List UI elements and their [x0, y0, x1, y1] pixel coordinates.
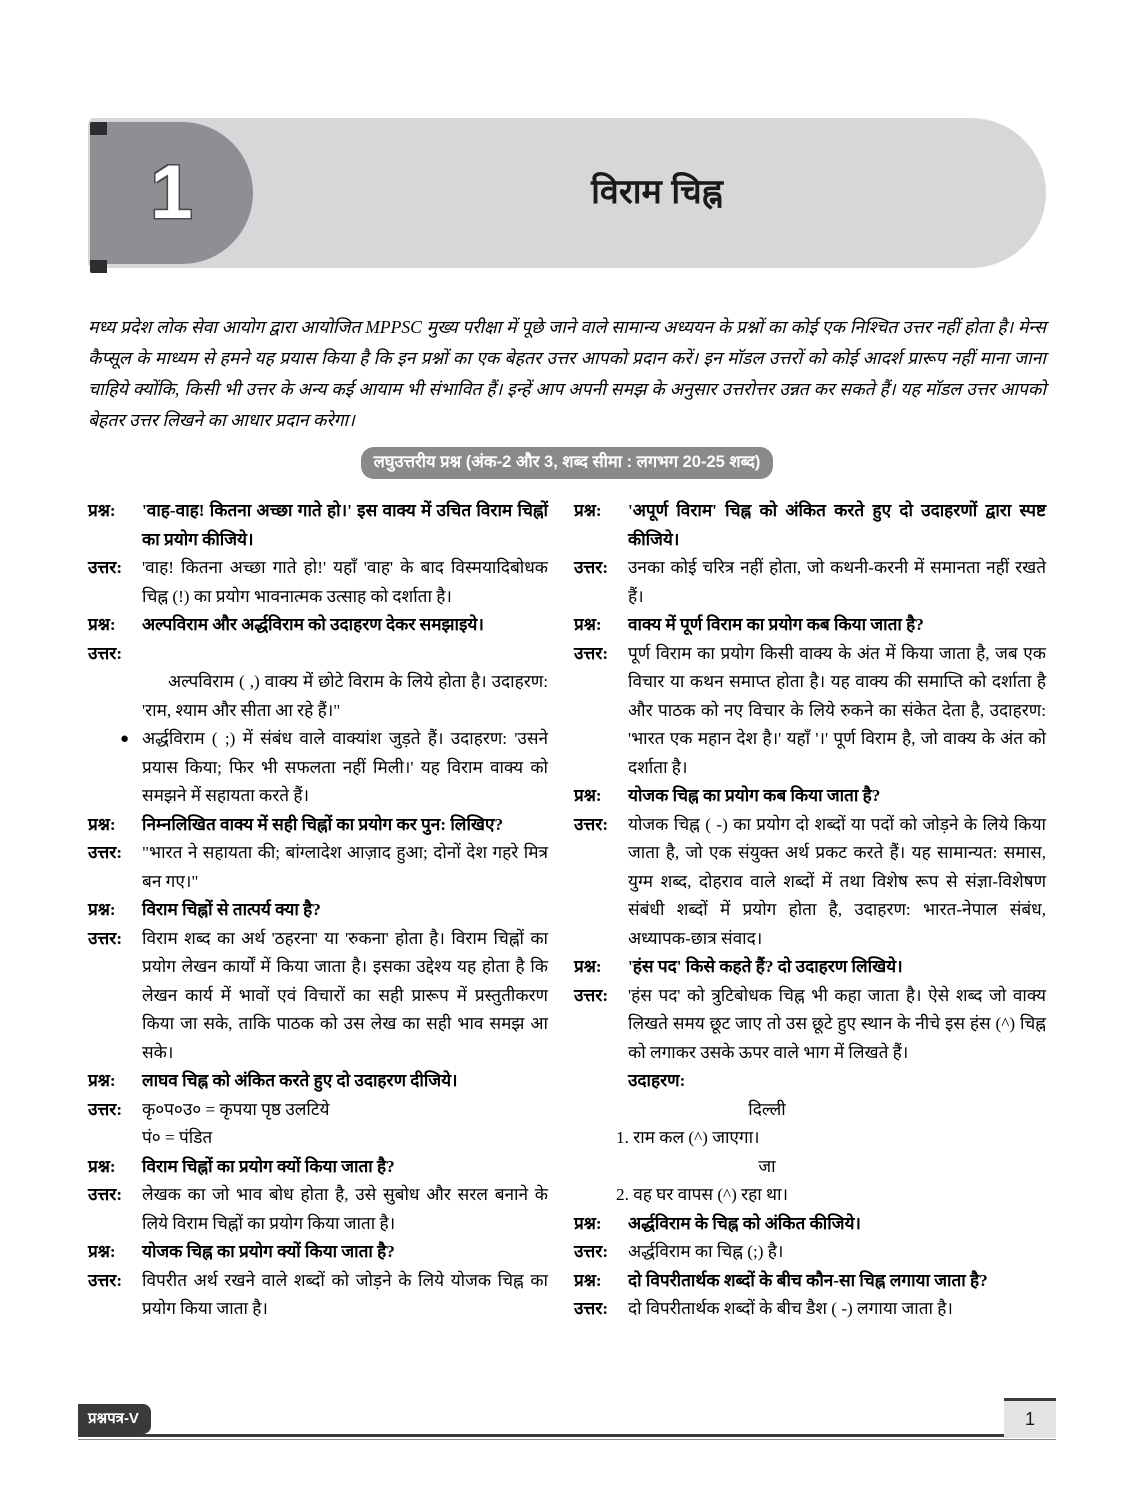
question-line — [88, 497, 548, 554]
list-item-text: अर्द्धविराम ( ;) में संबंध वाले वाक्यांश जुड़ते हैं। उदाहरण: 'उसने प्रयास किया; फिर भी सफलता नहीं मिली।' यह विराम वाक्य को समझने में सहायता करते हैं। — [142, 729, 548, 805]
question-line — [574, 1210, 1046, 1239]
answer-text: उनका कोई चरित्र नहीं होता, जो कथनी-करनी में समानता नहीं रखते हैं। — [628, 558, 1046, 606]
qa-block — [88, 1067, 548, 1153]
answer-text: 'वाह! कितना अच्छा गाते हो!' यहाँ 'वाह' के बाद विस्मयादिबोधक चिह्न (!) का प्रयोग भावनात्मक उत्साह को दर्शाता है। — [142, 558, 548, 606]
question-text: योजक चिह्न का प्रयोग क्यों किया जाता है? — [142, 1242, 395, 1261]
question-text: विराम चिह्नों से तात्पर्य क्या है? — [142, 900, 321, 919]
question-line — [574, 497, 1046, 554]
badge-tab-top-icon — [90, 122, 107, 135]
section-banner — [88, 447, 1046, 479]
example-heading: उदाहरण: — [628, 1071, 686, 1090]
qa-block — [574, 1210, 1046, 1267]
question-text: 'वाह-वाह! कितना अच्छा गाते हो।' इस वाक्य में उचित विराम चिह्नों का प्रयोग कीजिये। — [142, 501, 548, 549]
right-column — [574, 497, 1046, 1324]
question-label: प्रश्न: — [574, 615, 602, 634]
question-text: वाक्य में पूर्ण विराम का प्रयोग कब किया जाता है? — [628, 615, 924, 634]
qa-block — [574, 953, 1046, 1210]
answer-text: विपरीत अर्थ रखने वाले शब्दों को जोड़ने के लिये योजक चिह्न का प्रयोग किया जाता है। — [142, 1270, 548, 1318]
answer-line — [574, 640, 1046, 783]
qa-block — [88, 1238, 548, 1324]
page-number: 1 — [1004, 1398, 1056, 1438]
answer-text: पूर्ण विराम का प्रयोग किसी वाक्य के अंत में किया जाता है, जब एक विचार या कथन समाप्त होता है। यह वाक्य की समाप्ति को दर्शाता है और पाठक को नए विचार के लिये रुकने का संकेत देता है, उदाहरण: 'भारत एक महान देश है।' यहाँ '।' पूर्ण विराम है, जो वाक्य के अंत को दर्शाता है। — [628, 643, 1046, 777]
answer-label: उत्तर: — [88, 558, 123, 577]
qa-block — [574, 782, 1046, 953]
chapter-number-badge — [90, 122, 253, 264]
chapter-header — [88, 118, 1046, 268]
answer-label: उत्तर: — [88, 928, 123, 948]
answer-label: उत्तर: — [88, 1099, 123, 1119]
answer-label: उत्तर: — [88, 1270, 123, 1290]
answer-label: उत्तर: — [574, 1242, 609, 1261]
answer-label: उत्तर: — [574, 1299, 609, 1318]
question-line — [574, 1267, 1046, 1296]
bullet-dot-icon: ● — [120, 731, 130, 747]
qa-block — [88, 497, 548, 611]
question-text: 'अपूर्ण विराम' चिह्न को अंकित करते हुए दो उदाहरणों द्वारा स्पष्ट कीजिये। — [628, 501, 1046, 549]
answer-line — [88, 925, 548, 1068]
answer-text: "भारत ने सहायता की; बांग्लादेश आज़ाद हुआ; दोनों देश गहरे मित्र बन गए।" — [142, 843, 548, 891]
answer-line — [574, 811, 1046, 954]
question-text: योजक चिह्न का प्रयोग कब किया जाता है? — [628, 786, 881, 805]
example-sentence: 2. वह घर वापस (^) रहा था। — [616, 1185, 789, 1204]
question-label: प्रश्न: — [574, 786, 602, 805]
footer-divider-secondary — [78, 1439, 1056, 1440]
qa-block — [88, 896, 548, 1067]
qa-block — [574, 611, 1046, 782]
answer-line — [88, 554, 548, 611]
answer-paragraph: अल्पविराम ( ,) वाक्य में छोटे विराम के लिये होता है। उदाहरण: 'राम, श्याम और सीता आ रहे हैं।" — [142, 672, 548, 720]
answer-text: 'हंस पद' को त्रुटिबोधक चिह्न भी कहा जाता है। ऐसे शब्द जो वाक्य लिखते समय छूट जाए तो उस छूटे हुए स्थान के नीचे इस हंस (^) चिह्न को लगाकर उसके ऊपर वाले भाग में लिखते हैं। — [628, 985, 1046, 1062]
answer-line — [88, 1181, 548, 1238]
qa-block — [88, 1153, 548, 1239]
question-label: प्रश्न: — [88, 1156, 116, 1176]
qa-block — [574, 1267, 1046, 1324]
question-label: प्रश्न: — [574, 1213, 602, 1233]
question-line — [574, 953, 1046, 982]
answer-line — [88, 839, 548, 896]
question-text: अल्पविराम और अर्द्धविराम को उदाहरण देकर समझाइये। — [142, 615, 484, 634]
answer-line — [574, 1238, 1046, 1267]
question-label: प्रश्न: — [574, 1270, 602, 1290]
left-column — [88, 497, 548, 1324]
answer-label: उत्तर: — [88, 643, 123, 663]
answer-text: विराम शब्द का अर्थ 'ठहरना' या 'रुकना' होता है। विराम चिह्नों का प्रयोग लेखन कार्यों में किया जाता है। इसका उद्देश्य यह होता है कि लेखन कार्य में भावों एवं विचारों का सही प्रारूप में प्रस्तुतीकरण किया जा सके, ताकि पाठक को उस लेख का सही भाव समझ आ सके। — [142, 928, 548, 1062]
answer-line — [574, 982, 1046, 1068]
question-line — [574, 782, 1046, 811]
answer-text: अर्द्धविराम का चिह्न (;) है। — [628, 1242, 784, 1261]
question-text: निम्नलिखित वाक्य में सही चिह्नों का प्रयोग कर पुन: लिखिए? — [142, 814, 504, 834]
answer-label: उत्तर: — [574, 643, 609, 663]
question-line — [88, 1153, 548, 1182]
question-text: लाघव चिह्न को अंकित करते हुए दो उदाहरण दीजिये। — [142, 1071, 458, 1090]
question-label: प्रश्न: — [88, 1242, 116, 1261]
footer-divider — [78, 1434, 1056, 1437]
question-label: प्रश्न: — [88, 615, 116, 634]
answer-text: कृ०प०उ० = कृपया पृष्ठ उलटिये — [142, 1099, 330, 1119]
question-label: प्रश्न: — [88, 501, 116, 520]
badge-tab-bottom-icon — [90, 260, 107, 273]
answer-label: उत्तर: — [574, 985, 609, 1005]
answer-label: उत्तर: — [88, 843, 123, 862]
answer-label: उत्तर: — [574, 558, 609, 577]
question-line — [574, 611, 1046, 640]
question-text: 'हंस पद' किसे कहते हैं? दो उदाहरण लिखिये। — [628, 957, 903, 976]
qa-block — [88, 611, 548, 811]
answer-text: दो विपरीतार्थक शब्दों के बीच डैश ( -) लगाया जाता है। — [628, 1299, 953, 1318]
question-label: प्रश्न: — [88, 1071, 116, 1090]
answer-line — [88, 1267, 548, 1324]
question-line — [88, 1067, 548, 1096]
answer-line — [574, 554, 1046, 611]
question-text: दो विपरीतार्थक शब्दों के बीच कौन-सा चिह्न लगाया जाता है? — [628, 1270, 988, 1290]
question-line — [88, 1238, 548, 1267]
answer-text: लेखक का जो भाव बोध होता है, उसे सुबोध और सरल बनाने के लिये विराम चिह्नों का प्रयोग किया जाता है। — [142, 1185, 548, 1233]
example-sentence: 1. राम कल (^) जाएगा। — [616, 1128, 760, 1147]
list-item — [88, 725, 548, 811]
section-pill-label: लघुउत्तरीय प्रश्न (अंक-2 और 3, शब्द सीमा : लगभग 20-25 शब्द) — [361, 447, 774, 479]
answer-line — [88, 1096, 548, 1125]
intro-paragraph: मध्य प्रदेश लोक सेवा आयोग द्वारा आयोजित MPPSC मुख्य परीक्षा में पूछे जाने वाले सामान्य अध्ययन के प्रश्नों का कोई एक निश्चित उत्तर नहीं होता है। मेन्स कैप्सूल के माध्यम से हमने यह प्रयास किया है कि इन प्रश्नों का एक बेहतर उत्तर आपको प्रदान करें। इन मॉडल उत्तरों को कोई आदर्श प्रारूप नहीं माना जाना चाहिये क्योंकि, किसी भी उत्तर के अन्य कई आयाम भी संभावित हैं। इन्हें आप अपनी समझ के अनुसार उत्तरोत्तर उन्नत कर सकते हैं। यह मॉडल उत्तर आपको बेहतर उत्तर लिखने का आधार प्रदान करेगा। — [88, 317, 1046, 430]
question-line — [88, 896, 548, 925]
answer-label: उत्तर: — [574, 814, 609, 834]
answer-text: योजक चिह्न ( -) का प्रयोग दो शब्दों या पदों को जोड़ने के लिये किया जाता है, जो एक संयुक्त अर्थ प्रकट करते हैं। यह सामान्यत: समास, युग्म शब्द, दोहराव वाले शब्दों में तथा विशेष रूप से संज्ञा-विशेषण संबंधी शब्दों में प्रयोग होता है, उदाहरण: भारत-नेपाल संबंध, अध्यापक-छात्र संवाद। — [628, 814, 1046, 948]
qa-block — [574, 497, 1046, 611]
answer-label: उत्तर: — [88, 1185, 123, 1204]
question-label: प्रश्न: — [88, 814, 116, 834]
example-insert-word: जा — [758, 1156, 776, 1176]
qa-block — [88, 811, 548, 897]
chapter-number: 1 — [150, 150, 193, 235]
answer-extra-line: पं० = पंडित — [142, 1128, 213, 1147]
answer-line — [574, 1295, 1046, 1324]
page-title: विराम चिह्न — [591, 173, 723, 211]
question-label: प्रश्न: — [574, 501, 602, 520]
question-line — [88, 611, 548, 640]
question-label: प्रश्न: — [88, 900, 116, 919]
footer-paper-label: प्रश्नपत्र-V — [78, 1404, 151, 1434]
example-insert-word: दिल्ली — [748, 1099, 786, 1119]
question-text: विराम चिह्नों का प्रयोग क्यों किया जाता है? — [142, 1156, 395, 1176]
question-text: अर्द्धविराम के चिह्न को अंकित कीजिये। — [628, 1213, 861, 1233]
page-footer — [78, 1398, 1056, 1444]
question-line — [88, 811, 548, 840]
question-label: प्रश्न: — [574, 957, 602, 976]
answer-line — [88, 640, 548, 669]
